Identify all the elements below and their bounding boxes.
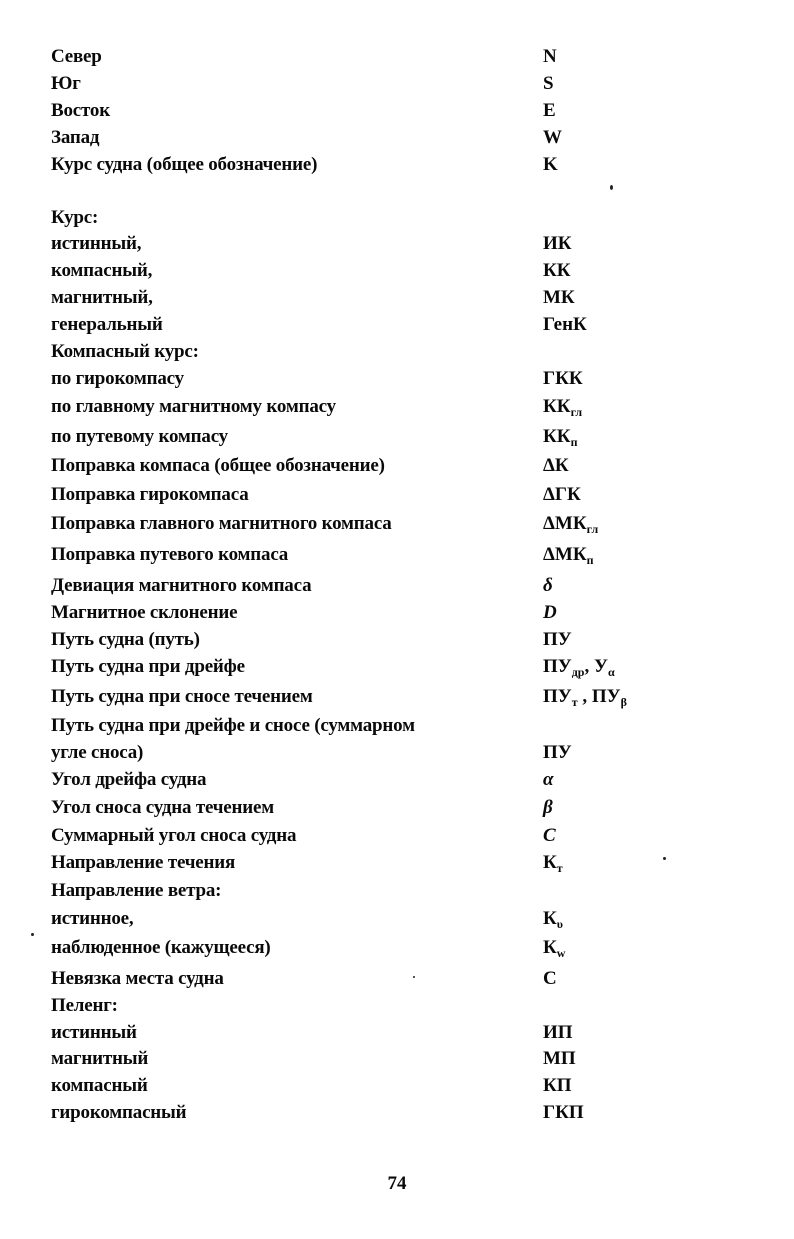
term: Поправка главного магнитного компаса (51, 513, 392, 534)
symbol: δ (543, 575, 553, 596)
entry-track (0, 628, 794, 654)
section-heading-bearing (0, 994, 794, 1020)
symbol: ПУ (543, 629, 572, 650)
entry-magnetic-course (0, 286, 794, 312)
symbol-base: ΔМК (543, 513, 587, 534)
term: Путь судна (путь) (51, 629, 200, 650)
entry-total-angle (0, 824, 794, 850)
term: наблюденное (кажущееся) (51, 937, 271, 958)
section-heading-course (0, 206, 794, 232)
symbol (543, 543, 594, 572)
term: Поправка путевого компаса (51, 544, 289, 565)
entry-course-general (0, 153, 794, 179)
term: Магнитное склонение (51, 602, 238, 623)
symbol: N (543, 46, 557, 67)
symbol: ГКК (543, 368, 583, 389)
symbol: β (543, 797, 553, 818)
entry-magnetic-bearing (0, 1047, 794, 1073)
scan-speck (31, 933, 34, 936)
symbol-base: К (543, 937, 557, 958)
term: Курс: (51, 207, 99, 228)
entry-south (0, 72, 794, 98)
page-number: 74 (387, 1173, 407, 1194)
entry-north (0, 45, 794, 71)
symbol: ΔГК (543, 484, 581, 505)
symbol (543, 851, 563, 880)
symbol: K (543, 154, 558, 175)
entry-west (0, 126, 794, 152)
term: по гирокомпасу (51, 368, 184, 389)
entry-compass-course (0, 259, 794, 285)
entry-gyro-course (0, 367, 794, 393)
term: магнитный, (51, 287, 153, 308)
symbol: ИК (543, 233, 572, 254)
term: компасный (51, 1075, 148, 1096)
symbol: МК (543, 287, 575, 308)
symbol-subscript: т (571, 695, 578, 709)
entry-current-angle (0, 796, 794, 822)
symbol (543, 936, 565, 965)
term: Юг (51, 73, 81, 94)
term: Путь судна при дрейфе и сносе (суммарном (51, 715, 415, 736)
symbol-base: К (543, 852, 557, 873)
term: генеральный (51, 314, 163, 335)
section-heading-wind (0, 879, 794, 905)
entry-main-magnetic-course (0, 395, 794, 421)
term: Невязка места судна (51, 968, 224, 989)
symbol: α (543, 769, 554, 790)
entry-gyro-bearing (0, 1101, 794, 1127)
symbol (543, 907, 563, 936)
entry-general-course (0, 313, 794, 339)
entry-deviation (0, 574, 794, 600)
section-heading-compass-course (0, 340, 794, 366)
term: по главному магнитному компасу (51, 396, 336, 417)
symbol-base: КК (543, 396, 571, 417)
term: Пеленг: (51, 995, 118, 1016)
symbol-subscript: т (556, 861, 563, 875)
symbol-subscript-2: β (620, 695, 627, 709)
term: Поправка компаса (общее обозначение) (51, 455, 385, 476)
entry-true-bearing (0, 1021, 794, 1047)
scan-speck (663, 857, 666, 860)
term: Угол дрейфа судна (51, 769, 207, 790)
entry-track-combined-line1 (0, 714, 794, 740)
entry-magnetic-declination (0, 601, 794, 627)
entry-gyro-correction (0, 483, 794, 509)
symbol-subscript: п (586, 553, 594, 567)
term: гирокомпасный (51, 1102, 187, 1123)
symbol: C (543, 825, 556, 846)
entry-steering-course (0, 425, 794, 451)
symbol-subscript: др (571, 665, 585, 679)
term: Компасный курс: (51, 341, 199, 362)
symbol: С (543, 968, 557, 989)
term: Девиация магнитного компаса (51, 575, 312, 596)
symbol-base-2: , У (584, 656, 608, 677)
term: истинное, (51, 908, 134, 929)
symbol: ΔК (543, 455, 569, 476)
term: Направление ветра: (51, 880, 222, 901)
entry-true-wind (0, 907, 794, 933)
entry-compass-bearing (0, 1074, 794, 1100)
term: Путь судна при сносе течением (51, 686, 313, 707)
entry-position-error (0, 967, 794, 993)
symbol-subscript: υ (556, 917, 564, 931)
symbol-subscript: гл (570, 405, 583, 419)
entry-drift-angle (0, 768, 794, 794)
symbol (543, 425, 577, 454)
symbol: S (543, 73, 554, 94)
term: Направление течения (51, 852, 236, 873)
term: Запад (51, 127, 100, 148)
symbol: W (543, 127, 562, 148)
term: Суммарный угол сноса судна (51, 825, 297, 846)
term: магнитный (51, 1048, 149, 1069)
term: Путь судна при дрейфе (51, 656, 245, 677)
scan-speck (413, 976, 415, 978)
entry-steering-correction (0, 543, 794, 569)
entry-track-combined-line2 (0, 741, 794, 767)
symbol-base-2: , ПУ (577, 686, 621, 707)
symbol (543, 685, 627, 714)
symbol: ПУ (543, 742, 572, 763)
term: Поправка гирокомпаса (51, 484, 249, 505)
symbol-subscript: п (570, 435, 578, 449)
entry-track-current (0, 685, 794, 711)
symbol: МП (543, 1048, 576, 1069)
entry-current-direction (0, 851, 794, 877)
symbol (543, 512, 598, 541)
entry-main-magnetic-correction (0, 512, 794, 538)
symbol: КП (543, 1075, 572, 1096)
term: Курс судна (общее обозначение) (51, 154, 318, 175)
symbol: D (543, 602, 557, 623)
term: Восток (51, 100, 110, 121)
term: истинный (51, 1022, 137, 1043)
symbol-subscript-2: α (607, 665, 615, 679)
symbol: ИП (543, 1022, 573, 1043)
symbol (543, 395, 582, 424)
symbol: ГКП (543, 1102, 584, 1123)
symbol-base: ПУ (543, 686, 572, 707)
symbol: КК (543, 260, 571, 281)
term: по путевому компасу (51, 426, 228, 447)
symbol-base: ПУ (543, 656, 572, 677)
symbol: ГенК (543, 314, 587, 335)
symbol-subscript: w (556, 946, 566, 960)
symbol-base: КК (543, 426, 571, 447)
entry-apparent-wind (0, 936, 794, 962)
symbol: E (543, 100, 556, 121)
term: компасный, (51, 260, 153, 281)
entry-track-drift (0, 655, 794, 681)
term: Угол сноса судна течением (51, 797, 275, 818)
symbol-subscript: гл (586, 522, 599, 536)
scan-speck (610, 185, 613, 190)
symbol-base: К (543, 908, 557, 929)
term: Север (51, 46, 102, 67)
symbol-base: ΔМК (543, 544, 587, 565)
entry-compass-correction (0, 454, 794, 480)
entry-east (0, 99, 794, 125)
symbol (543, 655, 615, 684)
term: истинный, (51, 233, 142, 254)
entry-true-course (0, 232, 794, 258)
term: угле сноса) (51, 742, 144, 763)
